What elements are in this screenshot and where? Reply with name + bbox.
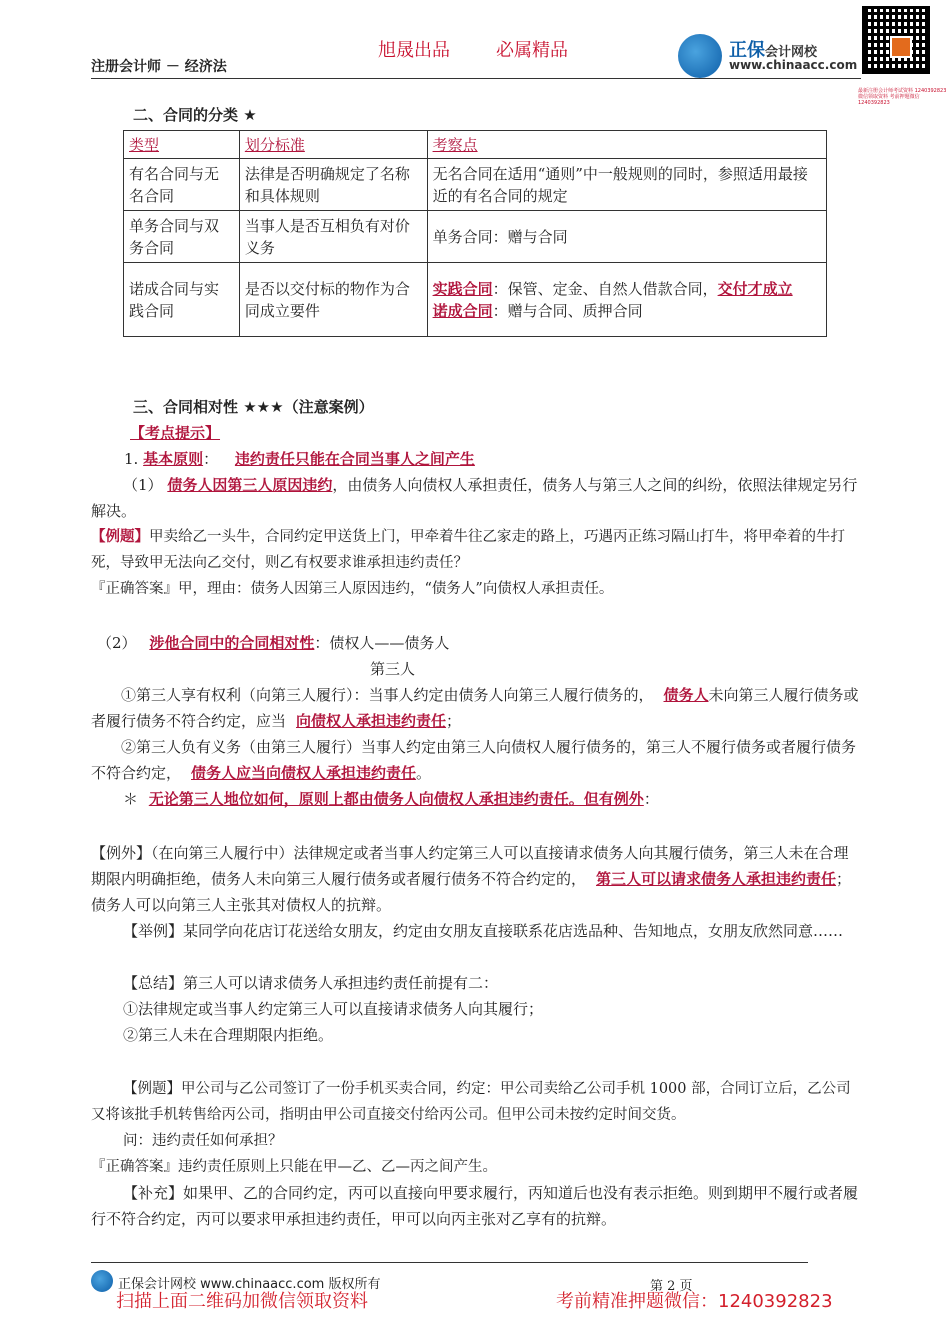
header-divider bbox=[91, 78, 861, 79]
key-term: 债务人因第三人原因违约 bbox=[167, 476, 333, 494]
table-cell: 法律是否明确规定了名称和具体规则 bbox=[239, 159, 427, 211]
principle-note bbox=[123, 786, 659, 812]
item-number: 1. bbox=[124, 450, 139, 468]
clause-text: ①第三人享有权利（向第三人履行）：当事人约定由债务人向第三人履行债务的， bbox=[121, 686, 654, 704]
key-term: 交付才成立 bbox=[717, 279, 793, 298]
exception-label: 【例外】 bbox=[91, 844, 152, 862]
footer-logo-icon bbox=[91, 1270, 113, 1292]
item-number: （1） bbox=[123, 476, 163, 494]
example-2: 【例题】甲公司与乙公司签订了一份手机买卖合同，约定：甲公司卖给乙公司手机 1000 部，合同订立后，乙公司又将该批手机转售给丙公司，指明由甲公司直接交付给丙公司。但甲公司未按约定时间交货。 bbox=[91, 1081, 851, 1123]
cell-text: ：保管、定金、自然人借款合同， bbox=[492, 279, 718, 298]
cell-text: ：赠与合同、质押合同 bbox=[492, 301, 643, 320]
logo-url: www.chinaacc.com bbox=[729, 58, 858, 72]
paragraph-text: ：债权人——债务人 bbox=[314, 634, 450, 652]
table-row bbox=[124, 211, 827, 263]
course-title: 注册会计师 － 经济法 bbox=[91, 59, 227, 75]
paragraph-text: ，由债务人向债权人承担责任，债务人与第三人之间的纠纷，依照法律规定另行解决。 bbox=[91, 476, 858, 520]
key-term: 债务人 bbox=[663, 686, 709, 704]
clause-text: 未向第三人履行债务或者履行债务不符合约定，应当 bbox=[91, 686, 859, 730]
key-term: 涉他合同中的合同相对性 bbox=[149, 634, 315, 652]
paragraph-2 bbox=[97, 630, 449, 656]
slogan-1: 旭晟出品 bbox=[378, 40, 450, 61]
key-term: 实践合同 bbox=[432, 279, 493, 298]
answer-2: 『正确答案』违约责任原则上只能在甲—乙、乙—丙之间产生。 bbox=[91, 1159, 497, 1175]
summary-item-1: ①法律规定或当事人约定第三人可以直接请求债务人向其履行； bbox=[123, 1000, 544, 1018]
key-term: 债务人应当向债权人承担违约责任 bbox=[191, 764, 417, 782]
clause-text: ； bbox=[446, 712, 462, 730]
paragraph-text: ；债务人可以向第三人主张其对债权人的抗辩。 bbox=[91, 870, 852, 914]
clause-text: ②第三人负有义务（由第三人履行）当事人约定由第三人向债权人履行债务的，第三人不履行债务或者履行债务不符合约定， bbox=[91, 738, 857, 782]
illustration: 【举例】某同学向花店订花送给女朋友，约定由女朋友直接联系花店选品种、告知地点，女朋友欣然同意…… bbox=[123, 922, 844, 940]
table-cell: 当事人是否互相负有对价义务 bbox=[239, 211, 427, 263]
example-text: 甲卖给乙一头牛，合同约定甲送货上门，甲牵着牛往乙家走的路上，巧遇丙正练习隔山打牛，将甲牵着的牛打死，导致甲无法向乙交付，则乙有权要求谁承担违约责任？ bbox=[91, 529, 845, 571]
table-cell bbox=[427, 263, 826, 337]
table-cell: 无名合同在适用“通则”中一般规则的同时，参照适用最接近的有名合同的规定 bbox=[427, 159, 826, 211]
section-3-title: 三、合同相对性 ★★★（注意案例） bbox=[133, 398, 374, 416]
key-term: 诺成合同 bbox=[432, 301, 493, 320]
chinaacc-logo-icon bbox=[678, 34, 722, 78]
item-number: （2） bbox=[97, 634, 137, 652]
page-number: 第 2 页 bbox=[650, 1279, 693, 1294]
colon: ： bbox=[643, 790, 659, 808]
answer-1: 『正确答案』甲，理由：债务人因第三人原因违约，“债务人”向债权人承担责任。 bbox=[91, 581, 614, 597]
example-label: 【例题】 bbox=[91, 528, 149, 545]
paragraph-1 bbox=[91, 472, 861, 524]
key-term: 违约责任只能在合同当事人之间产生 bbox=[234, 450, 475, 468]
table-cell: 单务合同与双务合同 bbox=[124, 211, 240, 263]
table-row bbox=[124, 159, 827, 211]
key-term: 第三人可以请求债务人承担违约责任 bbox=[596, 870, 837, 888]
footer-divider bbox=[91, 1262, 808, 1263]
classification-table bbox=[123, 130, 827, 337]
paragraph-text: （在向第三人履行中）法律规定或者当事人约定第三人可以直接请求债务人向其履行债务，第三人未在合理期限内明确拒绝，债务人未向第三人履行债务或者履行债务不符合约定的， bbox=[91, 844, 849, 888]
supplement: 【补充】如果甲、乙的合同约定，丙可以直接向甲要求履行，丙知道后也没有表示拒绝。则到期甲不履行或者履行不符合约定，丙可以要求甲承担违约责任，甲可以向丙主张对乙享有的抗辩。 bbox=[91, 1184, 859, 1228]
summary-item-2: ②第三人未在合理期限内拒绝。 bbox=[123, 1026, 334, 1044]
qr-caption: 最新注册会计师考试资料 1240392823 微信领取资料 考前押题微信 1240392823 bbox=[858, 88, 947, 106]
star-mark: ＊ bbox=[123, 790, 139, 808]
promo-left: 扫描上面二维码加微信领取资料 bbox=[116, 1291, 368, 1312]
exception-paragraph bbox=[91, 840, 861, 918]
column-header: 划分标准 bbox=[239, 131, 427, 159]
example-1 bbox=[91, 524, 861, 576]
slogan-2: 必属精品 bbox=[496, 40, 568, 61]
column-header: 考察点 bbox=[427, 131, 826, 159]
example-2-question: 问：违约责任如何承担？ bbox=[123, 1133, 283, 1149]
tip-label: 【考点提示】 bbox=[130, 424, 221, 442]
clause-2 bbox=[91, 734, 861, 786]
table-header-row bbox=[124, 131, 827, 159]
promo-right: 考前精准押题微信：1240392823 bbox=[556, 1291, 833, 1312]
qr-badge-icon bbox=[890, 36, 912, 58]
column-header: 类型 bbox=[124, 131, 240, 159]
table-cell: 单务合同：赠与合同 bbox=[427, 211, 826, 263]
summary-title: 【总结】第三人可以请求债务人承担违约责任前提有二： bbox=[123, 974, 499, 992]
clause-text: 。 bbox=[416, 764, 432, 782]
logo-name: 正保会计网校 bbox=[729, 40, 818, 61]
table-cell: 是否以交付标的物作为合同成立要件 bbox=[239, 263, 427, 337]
table-cell: 有名合同与无名合同 bbox=[124, 159, 240, 211]
clause-1 bbox=[91, 682, 861, 734]
table-row bbox=[124, 263, 827, 337]
table-cell: 诺成合同与实践合同 bbox=[124, 263, 240, 337]
key-term: 无论第三人地位如何，原则上都由债务人向债权人承担违约责任。但有例外 bbox=[148, 790, 644, 808]
third-party-label: 第三人 bbox=[370, 660, 416, 678]
footer-copyright: 正保会计网校 www.chinaacc.com 版权所有 bbox=[118, 1277, 381, 1292]
key-term: 向债权人承担违约责任 bbox=[296, 712, 447, 730]
section-2-title: 二、合同的分类 ★ bbox=[133, 106, 257, 124]
key-term: 基本原则 bbox=[143, 450, 204, 468]
colon: ： bbox=[203, 450, 219, 468]
principle-line bbox=[124, 446, 475, 472]
